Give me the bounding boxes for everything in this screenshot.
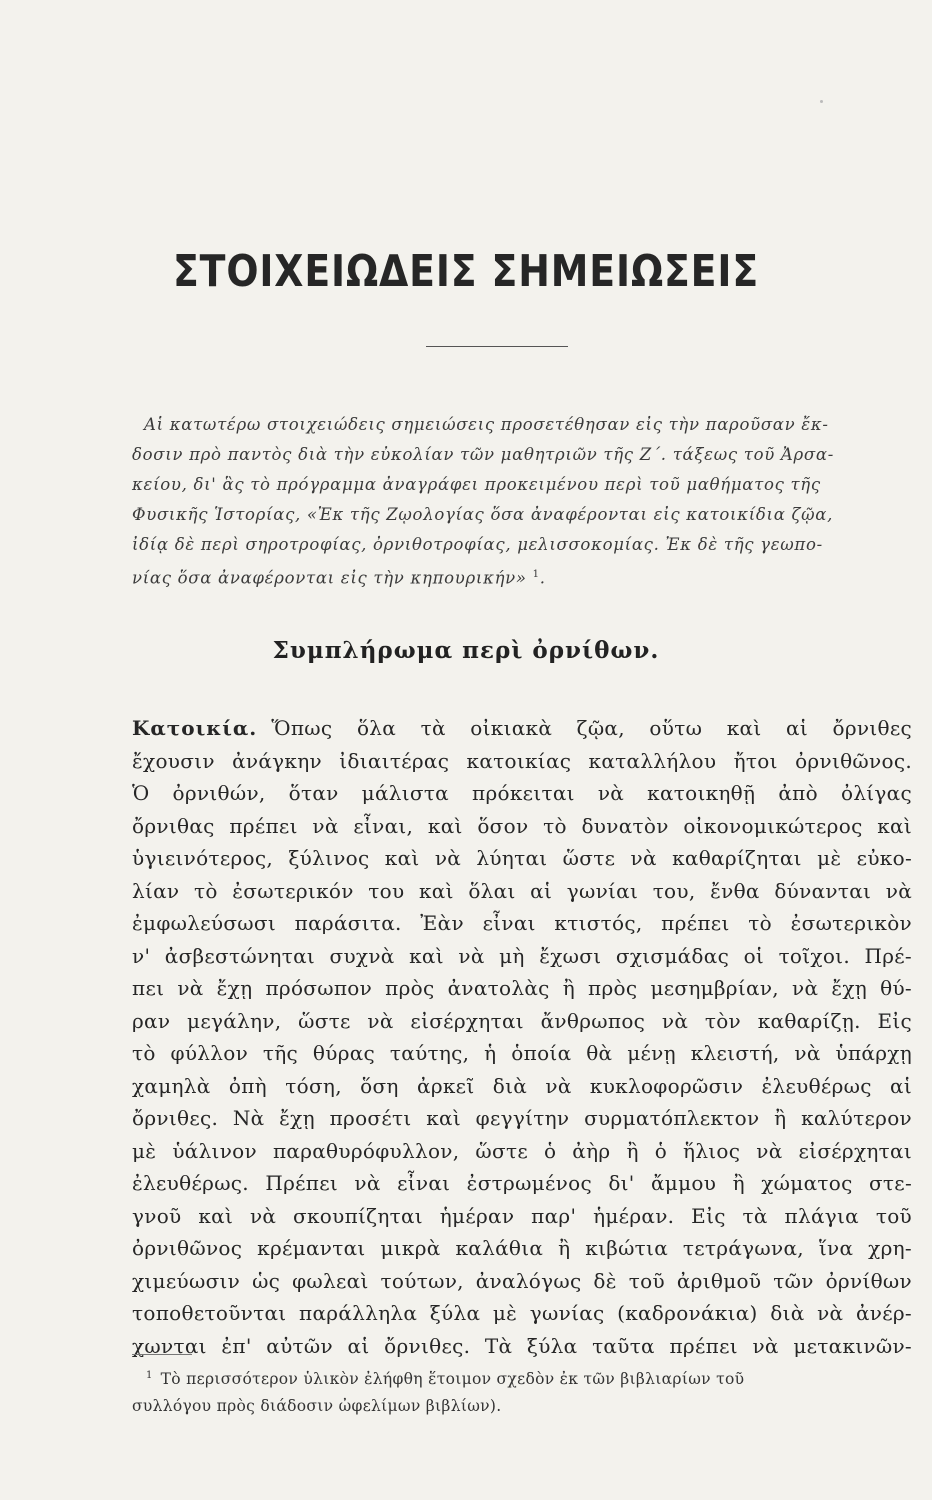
body-line: ὑγιεινότερος, ξύλινος καὶ νὰ λύηται ὥστε νὰ καθαρίζηται μὲ εὐκο- [132, 846, 912, 870]
footnote-text: Τὸ περισσότερον ὑλικὸν ἐλήφθη ἕτοιμον σχεδὸν ἐκ τῶν βιβλιαρίων τοῦ [160, 1370, 745, 1389]
body-line: χωνται ἐπ' αὐτῶν αἱ ὄρνιθες. Τὰ ξύλα ταῦτα πρέπει νὰ μετακινῶν- [132, 1333, 912, 1358]
page-title: ΣΤΟΙΧΕΙΩΔΕΙΣ ΣΗΜΕΙΩΣΕΙΣ [172, 246, 760, 297]
footnote-line: συλλόγου πρὸς διάδοσιν ὠφελίμων βιβλίων). [132, 1397, 502, 1416]
body-line: ὄρνιθας πρέπει νὰ εἶναι, καὶ ὅσον τὸ δυνατὸν οἰκονομικώτερος καὶ [132, 813, 912, 838]
paper-speck [820, 100, 823, 103]
body-line: χιμεύωσιν ὡς φωλεαὶ τούτων, ἀναλόγως δὲ τοῦ ἀριθμοῦ τῶν ὀρνίθων [132, 1268, 912, 1293]
footnote-line [132, 1362, 912, 1393]
body-line: χαμηλὰ ὀπὴ τόση, ὅση ἀρκεῖ διὰ νὰ κυκλοφορῶσιν ἐλευθέρως αἱ [132, 1073, 912, 1098]
footnotes [132, 1362, 912, 1420]
body-line: ραν μεγάλην, ὥστε νὰ εἰσέρχηται ἄνθρωπος νὰ τὸν καθαρίζῃ. Εἰς [132, 1008, 912, 1033]
intro-line: Φυσικῆς Ἱστορίας, «Ἐκ τῆς Ζῳολογίας ὅσα ἀναφέρονται εἰς κατοικίδια ζῷα, [132, 505, 834, 524]
body-line: τοποθετοῦνται παράλληλα ξύλα μὲ γωνίας (καδρονάκια) διὰ νὰ ἀνέρ- [132, 1301, 912, 1325]
body-text [132, 712, 912, 1362]
body-line: Ὅπως ὅλα τὰ οἰκιακὰ ζῷα, οὕτω καὶ αἱ ὄρνιθες [271, 716, 912, 740]
body-first-line [132, 712, 912, 745]
body-line: ν' ἀσβεστώνηται συχνὰ καὶ νὰ μὴ ἔχωσι σχισμάδας οἱ τοῖχοι. Πρέ- [132, 943, 912, 968]
body-line: ὀρνιθῶνος κρέμανται μικρὰ καλάθια ἢ κιβώτια τετράγωνα, ἵνα χρη- [132, 1236, 912, 1260]
intro-line: ἰδίᾳ δὲ περὶ σηροτροφίας, ὀρνιθοτροφίας, μελισσοκομίας. Ἐκ δὲ τῆς γεωπο- [132, 535, 823, 554]
body-line: Ὁ ὀρνιθών, ὅταν μάλιστα πρόκειται νὰ κατοικηθῇ ἀπὸ ὀλίγας [132, 781, 912, 805]
section-heading: Συμπλήρωμα περὶ ὀρνίθων. [272, 637, 660, 664]
intro-line-text: νίας ὅσα ἀναφέρονται εἰς τὴν κηπουρικήν» [132, 568, 527, 588]
body-line: μὲ ὑάλινον παραθυρόφυλλον, ὥστε ὁ ἀὴρ ἢ ὁ ἥλιος νὰ εἰσέρχηται [132, 1138, 912, 1163]
intro-line: δοσιν πρὸ παντὸς διὰ τὴν εὐκολίαν τῶν μαθητριῶν τῆς Ζ΄. τάξεως τοῦ Ἀρσα- [132, 445, 834, 464]
body-line: λίαν τὸ ἐσωτερικόν του καὶ ὅλαι αἱ γωνίαι του, ἔνθα δύνανται νὰ [132, 878, 912, 903]
intro-line: Αἱ κατωτέρω στοιχειώδεις σημειώσεις προσετέθησαν εἰς τὴν παροῦσαν ἔκ- [144, 415, 829, 434]
body-line: ἐλευθέρως. Πρέπει νὰ εἶναι ἐστρωμένος δι' ἄμμου ἢ χώματος στε- [132, 1171, 912, 1195]
intro-line: κείου, δι' ἃς τὸ πρόγραμμα ἀναγράφει προκειμένου περὶ τοῦ μαθήματος τῆς [132, 475, 821, 494]
body-line: πει νὰ ἔχῃ πρόσωπον πρὸς ἀνατολὰς ἢ πρὸς μεσημβρίαν, νὰ ἔχῃ θύ- [132, 976, 912, 1000]
body-line: τὸ φύλλον τῆς θύρας ταύτης, ἡ ὁποία θὰ μένῃ κλειστή, νὰ ὑπάρχῃ [132, 1041, 912, 1065]
title-divider [426, 346, 568, 347]
footnote-divider [132, 1354, 192, 1355]
body-line: ἐμφωλεύσωσι παράσιτα. Ἐὰν εἶναι κτιστός, πρέπει τὸ ἐσωτερικὸν [132, 911, 912, 935]
footnote-number: 1 [146, 1370, 153, 1381]
intro-note [132, 410, 904, 594]
paragraph-heading: Κατοικία. [132, 716, 258, 740]
footnote-reference: 1 [532, 569, 540, 580]
body-line: ὄρνιθες. Νὰ ἔχῃ προσέτι καὶ φεγγίτην συρματόπλεκτον ἢ καλύτερον [132, 1106, 912, 1130]
body-line: γνοῦ καὶ νὰ σκουπίζηται ἡμέραν παρ' ἡμέραν. Εἰς τὰ πλάγια τοῦ [132, 1203, 912, 1228]
intro-line-last: νίας ὅσα ἀναφέρονται εἰς τὴν κηπουρικήν» $^1$. [132, 568, 546, 588]
body-line: ἔχουσιν ἀνάγκην ἰδιαιτέρας κατοικίας καταλλήλου ἤτοι ὀρνιθῶνος. [132, 748, 912, 773]
